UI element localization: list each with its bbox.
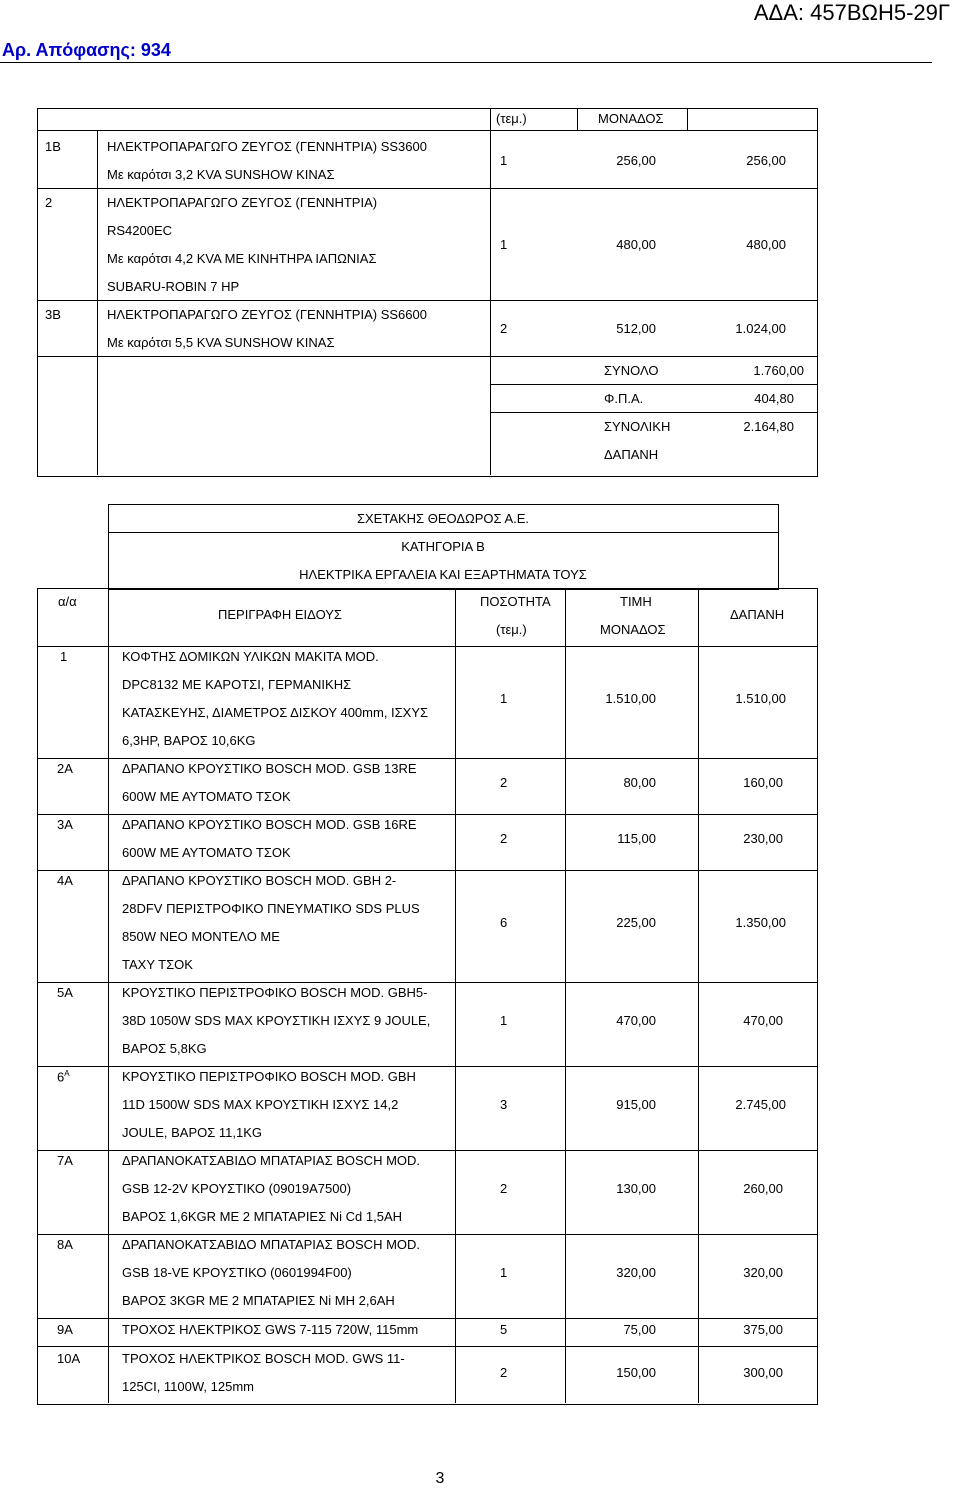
row-qty: 2 <box>500 321 508 336</box>
row-desc: 28DFV ΠΕΡΙΣΤΡΟΦΙΚΟ ΠΝΕΥΜΑΤΙΚΟ SDS PLUS <box>122 901 420 916</box>
row-code: $6^A$ <box>57 1069 70 1085</box>
row-price: 512,00 <box>616 321 656 336</box>
vat-label: Φ.Π.Α. <box>604 391 644 406</box>
col-header-quantity-unit: (τεμ.) <box>496 622 527 637</box>
row-code: 5Α <box>57 985 73 1000</box>
row-desc: ΔΡΑΠΑΝΟ ΚΡΟΥΣΤΙΚΟ BOSCH MOD. GBH 2- <box>122 873 397 888</box>
row-price: 80,00 <box>623 775 656 790</box>
row-desc: 125CI, 1100W, 125mm <box>122 1379 254 1394</box>
col-header-price: ΤΙΜΗ <box>620 594 652 609</box>
row-desc: ΔΡΑΠΑΝΟ ΚΡΟΥΣΤΙΚΟ BOSCH MOD. GSB 13RE <box>122 761 417 776</box>
row-price: 150,00 <box>616 1365 656 1380</box>
row-desc: RS4200EC <box>107 223 173 238</box>
decision-number: Αρ. Απόφασης: 934 <box>2 40 171 60</box>
row-desc: ΗΛΕΚΤΡΟΠΑΡΑΓΩΓΟ ΖΕΥΓΟΣ (ΓΕΝΝΗΤΡΙΑ) SS6600 <box>107 307 427 322</box>
row-code: 4Α <box>57 873 73 888</box>
qty-unit-label: (τεμ.) <box>496 111 527 126</box>
row-desc: ΤΡΟΧΟΣ ΗΛΕΚΤΡΙΚΟΣ BOSCH MOD. GWS 11- <box>122 1351 405 1366</box>
row-desc: ΚΑΤΑΣΚΕΥΗΣ, ΔΙΑΜΕΤΡΟΣ ΔΙΣΚΟΥ 400mm, ΙΣΧΥΣ <box>122 705 429 720</box>
row-desc: Με καρότσι 3,2 KVA SUNSHOW ΚΙΝΑΣ <box>107 167 335 182</box>
row-desc: 6,3HP, ΒΑΡΟΣ 10,6KG <box>122 733 256 748</box>
company-name: ΣΧΕΤΑΚΗΣ ΘΕΟΔΩΡΟΣ Α.Ε. <box>356 511 530 526</box>
row-total: 300,00 <box>743 1365 783 1380</box>
row-total: 470,00 <box>743 1013 783 1028</box>
col-header-price-unit: ΜΟΝΑΔΟΣ <box>600 622 666 637</box>
row-price: 470,00 <box>616 1013 656 1028</box>
row-code: 8Α <box>57 1237 73 1252</box>
row-desc: ΒΑΡΟΣ 5,8KG <box>122 1041 207 1056</box>
row-qty: 2 <box>500 831 508 846</box>
row-code: 7Α <box>57 1153 73 1168</box>
ada-code: ΑΔΑ: 457ΒΩΗ5-29Γ <box>753 0 950 25</box>
row-desc: 11D 1500W SDS MAX ΚΡΟΥΣΤΙΚΗ ΙΣΧΥΣ 14,2 <box>122 1097 399 1112</box>
row-desc: ΚΡΟΥΣΤΙΚΟ ΠΕΡΙΣΤΡΟΦΙΚΟ BOSCH MOD. GBH5- <box>122 985 428 1000</box>
row-desc: ΔΡΑΠΑΝΟΚΑΤΣΑΒΙΔΟ ΜΠΑΤΑΡΙΑΣ BOSCH MOD. <box>122 1153 421 1168</box>
row-desc: JOULE, ΒΑΡΟΣ 11,1KG <box>122 1125 263 1140</box>
row-desc: Με καρότσι 5,5 KVA SUNSHOW ΚΙΝΑΣ <box>107 335 335 350</box>
row-qty: 1 <box>500 1265 508 1280</box>
row-desc: 38D 1050W SDS MAX ΚΡΟΥΣΤΙΚΗ ΙΣΧΥΣ 9 JOULE, <box>122 1013 431 1028</box>
grand-total-label: ΣΥΝΟΛΙΚΗ <box>604 419 671 434</box>
row-code: 1Β <box>45 139 61 154</box>
row-desc: 850W ΝΕΟ ΜΟΝΤΕΛΟ ΜΕ <box>122 929 280 944</box>
row-qty: 2 <box>500 1181 508 1196</box>
row-price: 1.510,00 <box>605 691 656 706</box>
row-price: 225,00 <box>616 915 656 930</box>
row-qty: 2 <box>500 775 508 790</box>
row-price: 115,00 <box>617 831 656 846</box>
row-desc: ΗΛΕΚΤΡΟΠΑΡΑΓΩΓΟ ΖΕΥΓΟΣ (ΓΕΝΝΗΤΡΙΑ) SS3600 <box>107 139 427 154</box>
row-code: 1 <box>60 649 68 664</box>
row-total: 320,00 <box>743 1265 783 1280</box>
row-desc: DPC8132 ΜΕ ΚΑΡΟΤΣΙ, ΓΕΡΜΑΝΙΚΗΣ <box>122 677 352 692</box>
row-total: 260,00 <box>743 1181 783 1196</box>
row-desc: ΚΟΦΤΗΣ ΔΟΜΙΚΩΝ ΥΛΙΚΩΝ MAKITA MOD. <box>122 649 379 664</box>
col-header-cost: ΔΑΠΑΝΗ <box>730 607 785 622</box>
row-desc: 600W ΜΕ ΑΥΤΟΜΑΤΟ ΤΣΟΚ <box>122 789 291 804</box>
row-desc: ΗΛΕΚΤΡΟΠΑΡΑΓΩΓΟ ΖΕΥΓΟΣ (ΓΕΝΝΗΤΡΙΑ) <box>107 195 378 210</box>
row-desc: ΚΡΟΥΣΤΙΚΟ ΠΕΡΙΣΤΡΟΦΙΚΟ BOSCH MOD. GBH <box>122 1069 416 1084</box>
row-price: 130,00 <box>616 1181 656 1196</box>
row-desc: GSB 18-VE ΚΡΟΥΣΤΙΚΟ (0601994F00) <box>122 1265 352 1280</box>
unit-label: ΜΟΝΑΔΟΣ <box>598 111 664 126</box>
row-code: 9Α <box>57 1322 73 1337</box>
row-code: 2 <box>45 195 53 210</box>
row-desc: ΔΡΑΠΑΝΟΚΑΤΣΑΒΙΔΟ ΜΠΑΤΑΡΙΑΣ BOSCH MOD. <box>122 1237 421 1252</box>
row-price: 915,00 <box>616 1097 656 1112</box>
row-total: 480,00 <box>746 237 786 252</box>
vat-value: 404,80 <box>754 391 794 406</box>
row-total: 256,00 <box>746 153 786 168</box>
row-total: 375,00 <box>743 1322 783 1337</box>
row-qty: 5 <box>500 1322 508 1337</box>
row-desc: Με καρότσι 4,2 KVA ΜΕ ΚΙΝΗΤΗΡΑ ΙΑΠΩΝΙΑΣ <box>107 251 377 266</box>
row-total: 160,00 <box>743 775 783 790</box>
col-header-description: ΠΕΡΙΓΡΑΦΗ ΕΙΔΟΥΣ <box>218 607 342 622</box>
row-total: 1.510,00 <box>735 691 786 706</box>
row-code-superscript: Α <box>64 1069 70 1078</box>
row-desc: ΤΑΧΥ ΤΣΟΚ <box>122 957 193 972</box>
row-price: 256,00 <box>616 153 656 168</box>
row-qty: 1 <box>500 153 508 168</box>
row-code: 2Α <box>57 761 73 776</box>
row-total: 230,00 <box>743 831 783 846</box>
total-value: 1.760,00 <box>753 363 804 378</box>
row-qty: 1 <box>500 1013 508 1028</box>
row-qty: 1 <box>500 691 508 706</box>
row-desc: ΤΡΟΧΟΣ ΗΛΕΚΤΡΙΚΟΣ GWS 7-115 720W, 115mm <box>122 1322 419 1337</box>
row-qty: 1 <box>500 237 508 252</box>
page-number: 3 <box>435 1470 445 1487</box>
row-total: 2.745,00 <box>735 1097 786 1112</box>
row-qty: 3 <box>500 1097 508 1112</box>
row-price: 320,00 <box>616 1265 656 1280</box>
col-header-aa: α/α <box>58 594 77 609</box>
grand-total-value: 2.164,80 <box>743 419 794 434</box>
row-code: 3Β <box>45 307 61 322</box>
category-subtitle: ΗΛΕΚΤΡΙΚΑ ΕΡΓΑΛΕΙΑ ΚΑΙ ΕΞΑΡΤΗΜΑΤΑ ΤΟΥΣ <box>299 567 587 582</box>
row-desc: 600W ΜΕ ΑΥΤΟΜΑΤΟ ΤΣΟΚ <box>122 845 291 860</box>
row-total: 1.024,00 <box>735 321 786 336</box>
total-label: ΣΥΝΟΛΟ <box>604 363 659 378</box>
grand-total-label-2: ΔΑΠΑΝΗ <box>604 447 659 462</box>
row-qty: 6 <box>500 915 508 930</box>
row-code: 3Α <box>57 817 73 832</box>
row-desc: SUBARU-ROBIN 7 HP <box>107 279 240 294</box>
row-desc: ΒΑΡΟΣ 3KGR ΜΕ 2 ΜΠΑΤΑΡΙΕΣ Ni MH 2,6AH <box>122 1293 395 1308</box>
row-total: 1.350,00 <box>735 915 786 930</box>
row-desc: ΒΑΡΟΣ 1,6KGR ΜΕ 2 ΜΠΑΤΑΡΙΕΣ Ni Cd 1,5AH <box>122 1209 403 1224</box>
col-header-quantity: ΠΟΣΟΤΗΤΑ <box>480 594 551 609</box>
row-desc: GSB 12-2V ΚΡΟΥΣΤΙΚΟ (09019A7500) <box>122 1181 352 1196</box>
row-price: 480,00 <box>616 237 656 252</box>
row-code: 10Α <box>57 1351 81 1366</box>
category-title: ΚΑΤΗΓΟΡΙΑ Β <box>401 539 485 554</box>
header-rule <box>0 62 932 63</box>
row-price: 75,00 <box>623 1322 656 1337</box>
row-qty: 2 <box>500 1365 508 1380</box>
row-desc: ΔΡΑΠΑΝΟ ΚΡΟΥΣΤΙΚΟ BOSCH MOD. GSB 16RE <box>122 817 417 832</box>
